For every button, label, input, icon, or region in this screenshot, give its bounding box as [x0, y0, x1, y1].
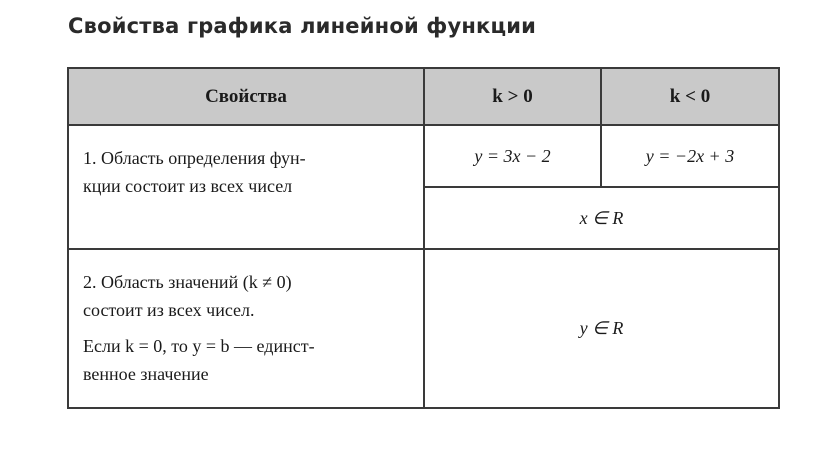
property-text-line: кции состоит из всех чисел	[83, 176, 293, 196]
property-text-line: состоит из всех чисел.	[83, 300, 255, 320]
range-value: y ∈ R	[424, 249, 779, 408]
example-k-negative: y = −2x + 3	[601, 125, 779, 187]
example-k-positive: y = 3x − 2	[424, 125, 601, 187]
linear-function-properties-table	[67, 67, 780, 409]
domain-value: x ∈ R	[424, 187, 779, 249]
property-domain-cell	[68, 125, 424, 249]
property-text-line: Если k = 0, то y = b — единст-	[83, 336, 315, 356]
property-text-line: 2. Область значений (k ≠ 0)	[83, 272, 292, 292]
table-header-row	[68, 68, 779, 125]
page-heading: Свойства графика линейной функции	[68, 14, 537, 38]
table-row	[68, 249, 779, 408]
table-row	[68, 125, 779, 187]
property-text-line: 1. Область определения фун-	[83, 148, 306, 168]
header-properties: Свойства	[68, 68, 424, 125]
property-text-line: венное значение	[83, 364, 209, 384]
header-k-positive: k > 0	[424, 68, 601, 125]
header-k-negative: k < 0	[601, 68, 779, 125]
property-range-cell	[68, 249, 424, 408]
